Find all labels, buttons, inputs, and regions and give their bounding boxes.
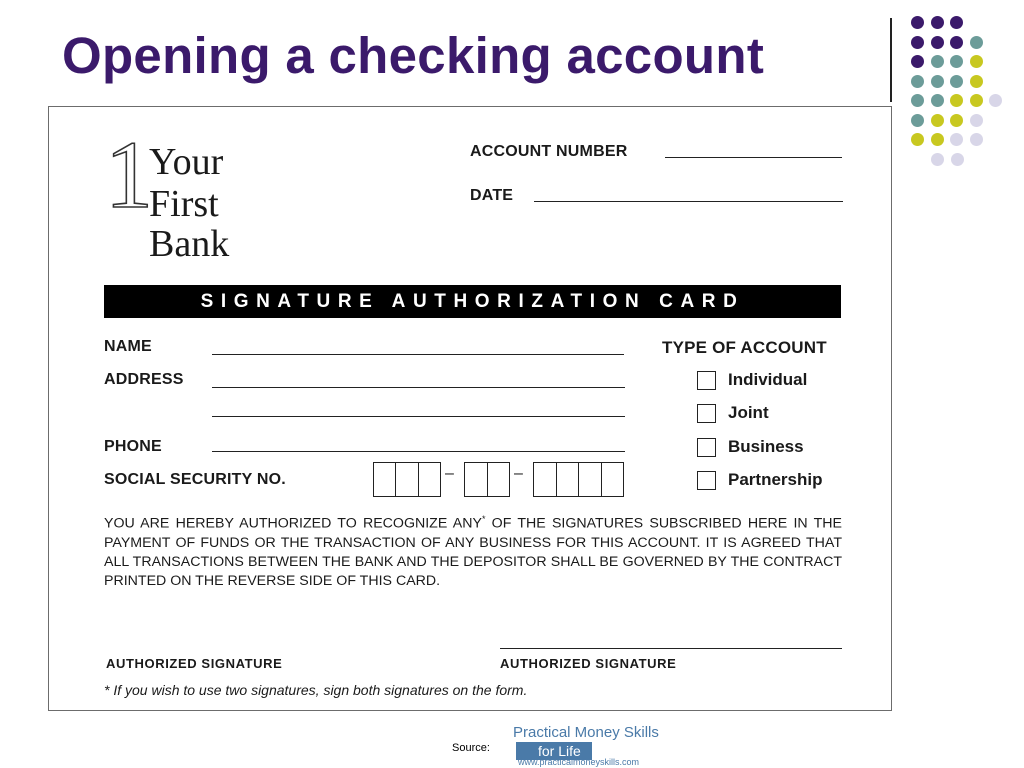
- decorative-dot: [970, 133, 983, 146]
- ssn-label: SOCIAL SECURITY NO.: [104, 471, 286, 488]
- phone-field[interactable]: [212, 451, 625, 452]
- ssn-dash-2: –: [514, 465, 523, 482]
- decorative-dot: [931, 94, 944, 107]
- bank-logo-line-3: Bank: [149, 223, 230, 265]
- authorized-signature-label-2: AUTHORIZED SIGNATURE: [500, 656, 677, 671]
- address-field-line-2[interactable]: [212, 416, 625, 417]
- decorative-dot: [911, 94, 924, 107]
- decorative-dot: [970, 75, 983, 88]
- footnote: * If you wish to use two signatures, sign both signatures on the form.: [104, 682, 528, 698]
- decorative-dot: [931, 133, 944, 146]
- date-label: DATE: [470, 187, 514, 204]
- slide-title: Opening a checking account: [62, 27, 765, 84]
- decorative-dot: [970, 114, 983, 127]
- checkbox-business[interactable]: [697, 438, 716, 457]
- address-field-line-1[interactable]: [212, 387, 625, 388]
- authorization-text: [104, 510, 842, 591]
- decorative-dot: [970, 36, 983, 49]
- bank-logo-numeral: 1: [105, 121, 153, 228]
- bank-logo-line-2: First: [149, 183, 219, 225]
- option-label-business: Business: [728, 437, 804, 456]
- decorative-dot: [950, 114, 963, 127]
- logo-url: www.practicalmoneyskills.com: [518, 757, 640, 767]
- decorative-dot: [951, 153, 964, 166]
- account-number-label: ACCOUNT NUMBER: [470, 143, 628, 160]
- logo-line-1: Practical Money Skills: [513, 724, 659, 741]
- option-label-partnership: Partnership: [728, 470, 823, 489]
- name-field[interactable]: [212, 354, 624, 355]
- option-label-individual: Individual: [728, 370, 808, 389]
- divider-line: [890, 18, 892, 102]
- authorized-signature-label-1: AUTHORIZED SIGNATURE: [106, 656, 283, 671]
- decorative-dot: [989, 94, 1002, 107]
- type-of-account-heading: TYPE OF ACCOUNT: [662, 338, 827, 357]
- decorative-dot: [931, 153, 944, 166]
- practical-money-skills-logo: [510, 724, 660, 768]
- address-label: ADDRESS: [104, 371, 184, 388]
- checkbox-individual[interactable]: [697, 371, 716, 390]
- decorative-dot: [911, 55, 924, 68]
- signature-line-2[interactable]: [500, 648, 842, 649]
- decorative-dot: [970, 55, 983, 68]
- ssn-dash-1: –: [445, 465, 454, 482]
- authorization-text-end: OF THE SIGNATURES SUBSCRIBED HERE IN THE PAYMENT OF FUNDS OR THE TRANSACTION OF ANY BUSINESS FOR THIS ACCOUNT. IT IS AGREED THAT ALL TRANSACTIONS BETWEEN THE BANK AND THE DEPOSITOR SHALL BE GOVERNED BY THE CONTRACT PRINTED ON THE REVERSE SIDE OF THIS CARD.: [104, 515, 842, 589]
- decorative-dot: [911, 75, 924, 88]
- ssn-digits-group-3[interactable]: [533, 462, 624, 497]
- account-number-field[interactable]: [665, 157, 842, 158]
- decorative-dot: [911, 36, 924, 49]
- source-label: Source:: [452, 742, 490, 754]
- card-banner: SIGNATURE AUTHORIZATION CARD: [104, 285, 841, 318]
- decorative-dot: [911, 133, 924, 146]
- logo-line-2: for Life: [538, 743, 581, 759]
- ssn-digits-group-1[interactable]: [373, 462, 441, 497]
- decorative-dot: [950, 36, 963, 49]
- name-label: NAME: [104, 338, 152, 355]
- decorative-dot: [970, 94, 983, 107]
- decorative-dot: [931, 16, 944, 29]
- decorative-dot: [931, 36, 944, 49]
- date-field[interactable]: [534, 201, 843, 202]
- authorization-text-start: YOU ARE HEREBY AUTHORIZED TO RECOGNIZE ANY: [104, 515, 482, 532]
- checkbox-joint[interactable]: [697, 404, 716, 423]
- decorative-dot: [950, 94, 963, 107]
- decorative-dot: [950, 16, 963, 29]
- decorative-dot: [931, 75, 944, 88]
- checkbox-partnership[interactable]: [697, 471, 716, 490]
- bank-logo-line-1: Your: [149, 141, 224, 183]
- decorative-dot: [911, 114, 924, 127]
- ssn-digits-group-2[interactable]: [464, 462, 510, 497]
- decorative-dot: [950, 133, 963, 146]
- decorative-dot: [950, 55, 963, 68]
- decorative-dot: [950, 75, 963, 88]
- signature-authorization-card: [48, 106, 892, 711]
- phone-label: PHONE: [104, 438, 162, 455]
- decorative-dot: [931, 55, 944, 68]
- option-label-joint: Joint: [728, 403, 769, 422]
- decorative-dot: [911, 16, 924, 29]
- decorative-dot: [931, 114, 944, 127]
- asterisk-mark: *: [481, 514, 486, 524]
